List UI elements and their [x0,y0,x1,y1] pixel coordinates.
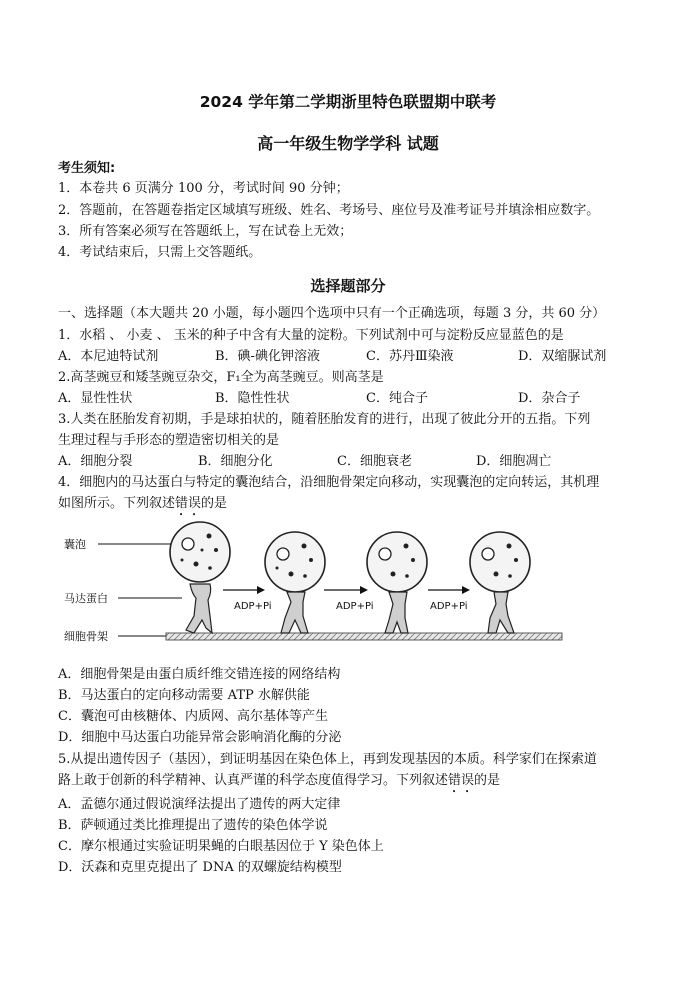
question-5-stem-line-2 [58,773,500,796]
question-4-option-b: B．马达蛋白的定向移动需要 ATP 水解供能 [58,688,310,703]
question-3-stem-line-1: 3.人类在胚胎发育初期，手是球拍状的，随着胚胎发育的进行，出现了彼此分开的五指。下列 [58,412,591,427]
exam-subtitle: 高一年级生物学学科 试题 [257,134,439,153]
stem-text: 路上敢于创新的科学精神、认真严谨的科学态度值得学习。下列叙述 [58,773,449,788]
notice-item-1: 1．本卷共 6 页满分 100 分，考试时间 90 分钟； [58,181,349,196]
arrow-label-3: ADP+Pi [430,601,468,612]
motor-protein-figure [60,520,620,645]
label-motor-protein: 马达蛋白 [64,592,108,605]
question-4-option-c: C．囊泡可由核糖体、内质网、高尔基体等产生 [58,709,328,724]
cytoskeleton-bar [166,633,562,640]
question-5-option-d: D．沃森和克里克提出了 DNA 的双螺旋结构模型 [58,860,342,875]
notice-item-2: 2．答题前，在答题卷指定区域填写班级、姓名、考场号、座位号及准考证号并填涂相应数字。 [58,203,600,218]
option-b: B．碘-碘化钾溶液 [215,349,320,364]
question-5-option-b: B．萨顿通过类比推理提出了遗传的染色体学说 [58,818,328,833]
question-4-option-a: A．细胞骨架是由蛋白质纤维交错连接的网络结构 [58,667,341,682]
vesicle-motor-unit-3 [367,532,427,633]
emphasis-word: 错误 [175,496,202,511]
option-a: A．本尼迪特试剂 [58,349,159,364]
option-c: C．纯合子 [366,391,428,406]
emphasis-word: 错误 [448,773,475,788]
question-5-stem-line-1: 5.从提出遗传因子（基因），到证明基因在染色体上，再到发现基因的本质。科学家们在探索道 [58,752,597,767]
question-4-stem-line-1: 4．细胞内的马达蛋白与特定的囊泡结合，沿细胞骨架定向移动，实现囊泡的定向转运，其机理 [58,475,600,490]
option-d: D．双缩脲试剂 [518,349,607,364]
option-c: C．细胞衰老 [337,454,412,469]
question-3-stem-line-2: 生理过程与手形态的塑造密切相关的是 [58,433,280,448]
option-d: D．杂合子 [518,391,581,406]
stem-text: 如图所示。下列叙述 [58,496,176,511]
section-title: 选择题部分 [310,277,386,295]
arrow-label-2: ADP+Pi [336,601,374,612]
arrow-label-1: ADP+Pi [234,601,272,612]
question-1-stem: 1．水稻 、 小麦 、 玉米的种子中含有大量的淀粉。下列试剂中可与淀粉反应显蓝色的是 [58,328,564,343]
section-instructions: 一、选择题（本大题共 20 小题，每小题四个选项中只有一个正确选项，每题 3 分，共 60 分） [58,306,606,321]
stem-tail: 的是 [201,496,228,511]
stem-tail: 的是 [474,773,501,788]
label-cytoskeleton: 细胞骨架 [64,630,108,643]
arrow-3 [428,586,470,612]
question-4-option-d: D．细胞中马达蛋白功能异常会影响消化酶的分泌 [58,730,342,745]
arrow-2 [324,586,374,612]
question-5-option-c: C．摩尔根通过实验证明果蝇的白眼基因位于 Y 染色体上 [58,839,384,854]
option-c: C．苏丹Ⅲ染液 [366,349,454,364]
question-2-options [58,391,658,407]
question-3-options [58,454,658,470]
option-a: A．细胞分裂 [58,454,133,469]
exam-title: 2024 学年第二学期浙里特色联盟期中联考 [199,93,497,111]
arrow-1 [223,586,272,612]
option-a: A．显性性状 [58,391,133,406]
label-vesicle: 囊泡 [64,538,86,551]
vesicle-motor-unit-4 [470,532,530,633]
question-2-stem: 2.高茎豌豆和矮茎豌豆杂交，F₁全为高茎豌豆。则高茎是 [58,370,384,385]
vesicle-motor-unit-2 [265,532,325,633]
vesicle-motor-unit-1 [170,522,230,633]
question-1-options [58,349,658,365]
option-b: B．细胞分化 [198,454,273,469]
question-5-option-a: A．孟德尔通过假说演绎法提出了遗传的两大定律 [58,797,341,812]
option-b: B．隐性性状 [215,391,290,406]
notice-item-4: 4．考试结束后，只需上交答题纸。 [58,245,262,260]
notice-heading: 考生须知: [58,161,116,176]
option-d: D．细胞凋亡 [476,454,552,469]
notice-item-3: 3．所有答案必须写在答题纸上，写在试卷上无效； [58,224,353,239]
question-4-stem-line-2 [58,496,227,519]
